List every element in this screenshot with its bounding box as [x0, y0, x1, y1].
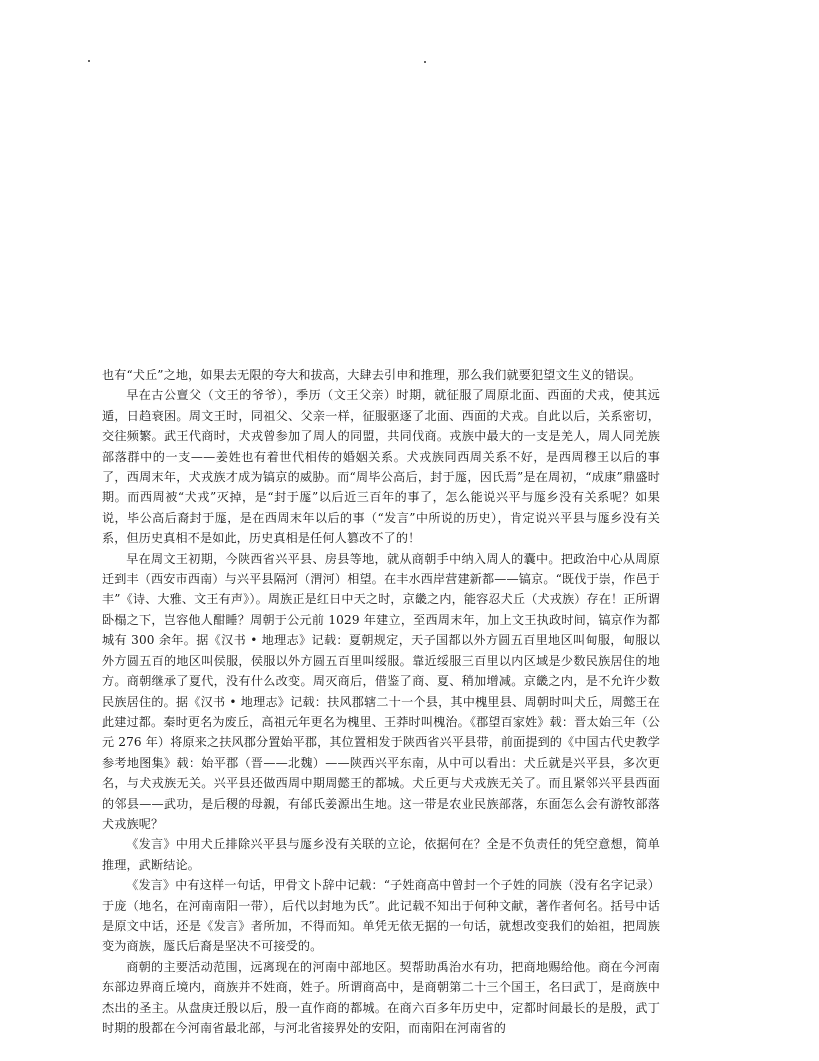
paragraph: 《发言》中有这样一句话，甲骨文卜辞中记载：“子姓商高中曾封一个子姓的同族（没有名字记录）于庞（地名，在河南南阳一带），后代以封地为氏”。此记载不知出于何种文献，著作者何名。括号中话是原文中话，还是《发言》者所加，不得而知。单凭无依无据的一句话，就想改变我们的始祖，把周族变为商族，厖氏后裔是坚决不可接受的。	[102, 878, 660, 954]
scan-speck	[424, 61, 426, 63]
paragraph: 商朝的主要活动范围，远离现在的河南中部地区。契帮助禹治水有功，把商地赐给他。商在今河南东部边界商丘境内，商族并不姓商，姓子。所谓商高中，是商朝第二十三个国王，名曰武丁，是商族中杰出的圣主。从盘庚迁殷以后，殷一直作商的都城。在商六百多年历史中，定都时间最长的是殷，武丁时期的殷都在今河南省最北部，与河北省接界处的安阳，而南阳在河南省的	[102, 959, 660, 1035]
body-text	[102, 365, 660, 1038]
scan-speck	[88, 60, 90, 62]
paragraph: 早在周文王初期，今陕西省兴平县、房县等地，就从商朝手中纳入周人的囊中。把政治中心从周原迁到丰（西安市西南）与兴平县隔河（渭河）相望。在丰水西岸营建新都——镐京。“既伐于崇，作邑于丰”《诗、大雅、文王有声》）。周族正是红日中天之时，京畿之内，能容忍犬丘（犬戎族）存在！正所谓卧榻之下，岂容他人酣睡？周朝于公元前 1029 年建立，至西周末年，加上文王执政时间，镐京作为都城有 300 余年。据《汉书 • 地理志》记载：夏朝规定，天子国都以外方圆五百里地区叫甸服，甸服以外方圆五百的地区叫侯服，侯服以外方圆五百里叫绥服。靠近绥服三百里以内区域是少数民族居住的地方。商朝继承了夏代，没有什么改变。周灭商后，借鉴了商、夏、稍加增减。京畿之内，是不允许少数民族居住的。据《汉书 • 地理志》记载：扶风郡辖二十一个县，其中槐里县、周朝时叫犬丘，周懿王在此建过都。秦时更名为废丘，高祖元年更名为槐里、王莽时叫槐治。《郡望百家姓》载：晋太始三年（公元 276 年）将原来之扶风郡分置始平郡，其位置相发于陕西省兴平县带，前面提到的《中国古代史教学参考地图集》载：始平郡（晋——北魏）——陕西兴平东南，从中可以看出：犬丘就是兴平县，多次更名，与犬戎族无关。兴平县还做西周中期周懿王的都城。犬丘更与犬戎族无关了。而且紧邻兴平县西面的邻县——武功，是后稷的母親，有邰氏姜源出生地。这一带是农业民族部落，东面怎么会有游牧部落犬戎族呢？	[102, 551, 661, 831]
paragraph: 也有“犬丘”之地，如果去无限的夸大和拔高，大肆去引申和推理，那么我们就要犯望文生义的错误。	[102, 368, 642, 382]
paragraph: 早在古公亶父（文王的爷爷），季历（文王父亲）时期，就征服了周原北面、西面的犬戎，使其远遁，日趋衰困。周文王时，同祖父、父亲一样，征服驱逐了北面、西面的犬戎。自此以后，关系密切，交往频繁。武王代商时，犬戎曾参加了周人的同盟，共同伐商。戎族中最大的一支是羌人，周人同羌族部落群中的一支——姜姓也有着世代相传的婚姻关系。犬戎族同西周关系不好，是西周穆王以后的事了，西周末年，犬戎族才成为镐京的威胁。而“周毕公高后，封于厖，因氏焉”是在周初，“成康”鼎盛时期。而西周被“犬戎”灭掉，是“封于厖”以后近三百年的事了，怎么能说兴平与厖乡没有关系呢？如果说，毕公高后裔封于厖，是在西周末年以后的事（“发言”中所说的历史），肯定说兴平县与厖乡没有关系，但历史真相不是如此，历史真相是任何人篡改不了的！	[102, 388, 660, 546]
paragraph: 《发言》中用犬丘排除兴平县与厖乡没有关联的立论，依据何在？全是不负责任的凭空意想，简单推理，武断结论。	[102, 837, 660, 872]
